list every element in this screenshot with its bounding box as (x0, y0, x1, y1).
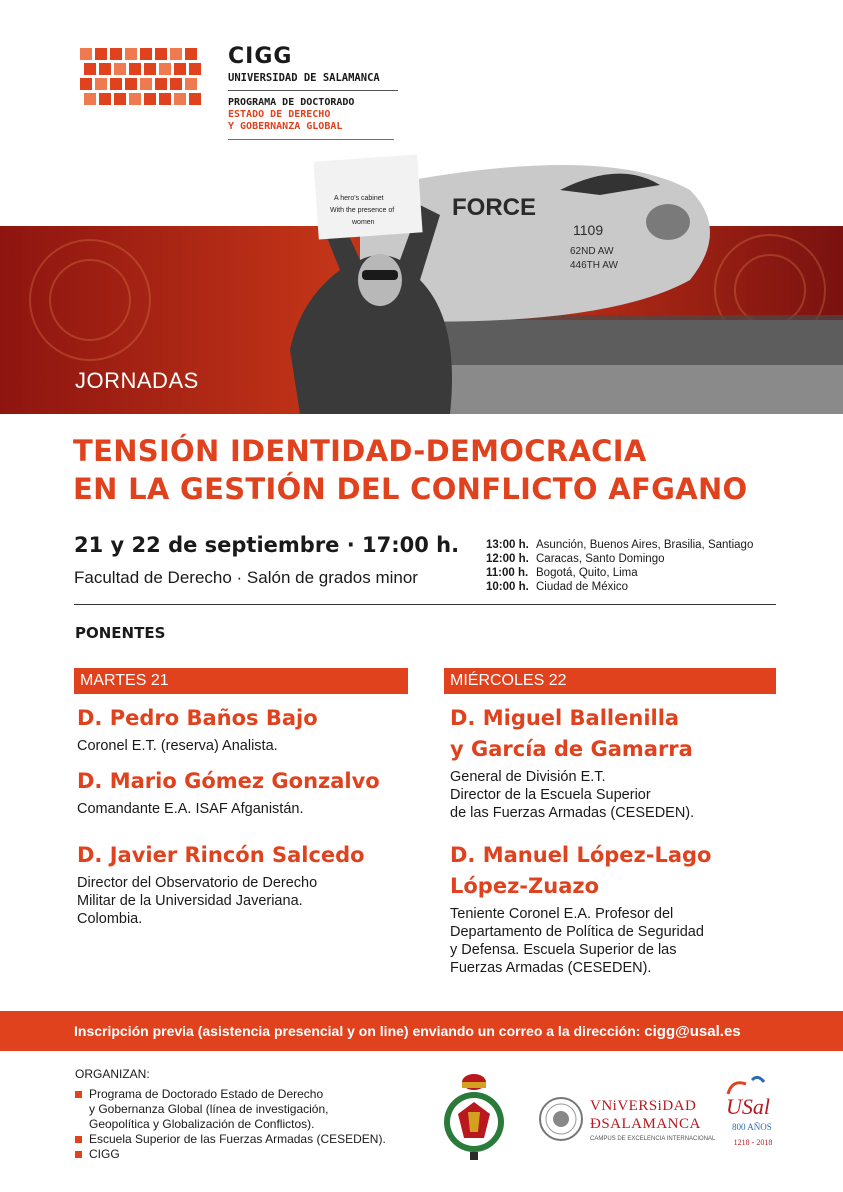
speaker-card (450, 840, 790, 977)
sign-line-3: women (352, 219, 375, 226)
organizer-line: Geopolítica y Globalización de Conflictos). (89, 1117, 315, 1131)
logo-cube (144, 93, 156, 105)
plane-number: 1109 (573, 222, 604, 238)
event-title (73, 432, 793, 508)
speaker-description-line: General de División E.T. (450, 769, 606, 785)
cigg-cube-logo (76, 42, 216, 112)
logo-cube (95, 48, 107, 60)
brand-rule (228, 139, 394, 140)
time-zone-places: Bogotá, Quito, Lima (536, 567, 638, 579)
day-label-martes: MARTES 21 (74, 668, 408, 694)
speaker-description (450, 905, 790, 977)
logo-cube (174, 63, 186, 75)
usal-800-mark-icon (722, 1074, 784, 1136)
time-zone-places: Caracas, Santo Domingo (536, 553, 665, 565)
brand-title: CIGG (228, 44, 293, 69)
speaker-description-line: Comandante E.A. ISAF Afganistán. (77, 801, 304, 817)
speaker-name-cont: López-Zuazo (450, 874, 600, 898)
logo-cube (155, 48, 167, 60)
speaker-name-cont: y García de Gamarra (450, 737, 693, 761)
logo-cube (185, 78, 197, 90)
speaker-card (450, 703, 790, 822)
organizer-line: Escuela Superior de las Fuerzas Armadas (CESEDEN). (89, 1132, 386, 1146)
logo-cube (129, 93, 141, 105)
logo-cube (189, 63, 201, 75)
brand-program-sub-1: ESTADO DE DERECHO (228, 109, 331, 120)
banner-label: JORNADAS (75, 368, 199, 393)
time-zone-row (486, 552, 753, 566)
usal-800-sub-text: 800 AÑOS (732, 1122, 772, 1132)
organizer-line: y Gobernanza Global (línea de investigación, (89, 1102, 329, 1116)
speaker-description-line: y Defensa. Escuela Superior de las (450, 942, 677, 958)
logo-cube (174, 93, 186, 105)
logo-cube (159, 63, 171, 75)
time-zone-time: 11:00 h. (486, 567, 529, 579)
time-zone-places: Asunción, Buenos Aires, Brasilia, Santiago (536, 539, 754, 551)
ceseden-crest-logo (440, 1072, 508, 1162)
logo-cube (125, 78, 137, 90)
speaker-description (77, 737, 417, 755)
speaker-description-line: de las Fuerzas Armadas (CESEDEN). (450, 805, 695, 821)
logo-cube (110, 78, 122, 90)
plane-text: FORCE (452, 194, 536, 221)
usal-800-logo (722, 1074, 784, 1154)
speaker-name: D. Pedro Baños Bajo (77, 706, 318, 730)
organizers-heading: ORGANIZAN: (75, 1067, 150, 1081)
usal-seal-icon (538, 1090, 584, 1148)
event-date: 21 y 22 de septiembre · 17:00 h. (74, 533, 460, 557)
logo-cube (155, 78, 167, 90)
event-title-line-2: EN LA GESTIÓN DEL CONFLICTO AFGANO (73, 472, 748, 506)
time-zone-places: Ciudad de México (536, 581, 629, 593)
speakers-heading: PONENTES (75, 624, 166, 642)
organizer-item (75, 1147, 415, 1162)
logo-cube (95, 78, 107, 90)
speaker-description-line: Coronel E.T. (reserva) Analista. (77, 738, 278, 754)
event-venue: Facultad de Derecho · Salón de grados minor (74, 568, 418, 587)
plane-aw-1: 62ND AW (570, 246, 614, 257)
organizer-item (75, 1132, 415, 1147)
registration-email-link[interactable]: cigg@usal.es (644, 1023, 741, 1040)
organizer-line: Programa de Doctorado Estado de Derecho (89, 1087, 324, 1101)
logo-cube (80, 78, 92, 90)
speaker-description-line: Teniente Coronel E.A. Profesor del (450, 906, 674, 922)
logo-cube (159, 93, 171, 105)
time-zone-row (486, 566, 753, 580)
speaker-description-line: Director del Observatorio de Derecho (77, 875, 318, 891)
usal-800-mark-text: USal (726, 1094, 770, 1119)
logo-cube (125, 48, 137, 60)
logo-cube (140, 48, 152, 60)
logo-cube (140, 78, 152, 90)
logo-cube (189, 93, 201, 105)
logo-cube (114, 93, 126, 105)
speaker-card (77, 840, 417, 928)
time-zone-time: 12:00 h. (486, 553, 529, 565)
usal-logo (538, 1090, 716, 1150)
speaker-description-line: Director de la Escuela Superior (450, 787, 651, 803)
time-zones (486, 538, 753, 594)
logo-cube (80, 48, 92, 60)
brand-university: UNIVERSIDAD DE SALAMANCA (228, 72, 398, 91)
organizers-list (75, 1087, 415, 1162)
speaker-name: D. Miguel Ballenilla (450, 706, 680, 730)
logo-cube (170, 48, 182, 60)
usal-tagline: CAMPUS DE EXCELENCIA INTERNACIONAL (590, 1136, 716, 1142)
speaker-name: D. Manuel López-Lago (450, 843, 712, 867)
logo-cube (114, 63, 126, 75)
sign-line-1: A hero's cabinet (334, 195, 384, 202)
sign-line-2: With the presence of (330, 207, 395, 214)
logo-cube (170, 78, 182, 90)
usal-name-line-1: VNiVERSiDAD (590, 1098, 697, 1114)
speaker-description (77, 874, 417, 928)
speaker-description (450, 768, 790, 822)
divider (74, 604, 776, 605)
logo-cube (185, 48, 197, 60)
speaker-description-line: Militar de la Universidad Javeriana. (77, 893, 303, 909)
speaker-card (77, 703, 417, 755)
brand-program-sub-2: Y GOBERNANZA GLOBAL (228, 121, 343, 132)
speaker-card (77, 766, 417, 818)
registration-text: Inscripción previa (asistencia presencial y on line) enviando un correo a la dirección: (74, 1023, 645, 1039)
logo-cube (129, 63, 141, 75)
logo-cube (144, 63, 156, 75)
time-zone-row (486, 580, 753, 594)
brand-program: PROGRAMA DE DOCTORADO (228, 97, 355, 108)
time-zone-row (486, 538, 753, 552)
speaker-description-line: Fuerzas Armadas (CESEDEN). (450, 960, 652, 976)
logo-cube (84, 93, 96, 105)
speaker-name: D. Mario Gómez Gonzalvo (77, 769, 380, 793)
plane-aw-2: 446TH AW (570, 260, 618, 271)
speaker-description-line: Departamento de Política de Seguridad (450, 924, 704, 940)
day-label-miercoles: MIÉRCOLES 22 (444, 668, 776, 694)
speaker-name: D. Javier Rincón Salcedo (77, 843, 365, 867)
speaker-description-line: Colombia. (77, 911, 143, 927)
organizer-line: CIGG (89, 1147, 120, 1161)
logo-cube (110, 48, 122, 60)
registration-bar (0, 1011, 843, 1051)
organizer-item (75, 1087, 415, 1132)
logo-cube (99, 63, 111, 75)
logo-cube (99, 93, 111, 105)
logo-cube (84, 63, 96, 75)
brand-block (228, 44, 398, 140)
time-zone-time: 13:00 h. (486, 539, 529, 551)
time-zone-time: 10:00 h. (486, 581, 529, 593)
usal-name-line-2: ÐSALAMANCA (590, 1116, 701, 1132)
speaker-description (77, 800, 417, 818)
event-title-line-1: TENSIÓN IDENTIDAD-DEMOCRACIA (73, 434, 647, 468)
usal-800-years: 1218 - 2018 (733, 1138, 773, 1147)
